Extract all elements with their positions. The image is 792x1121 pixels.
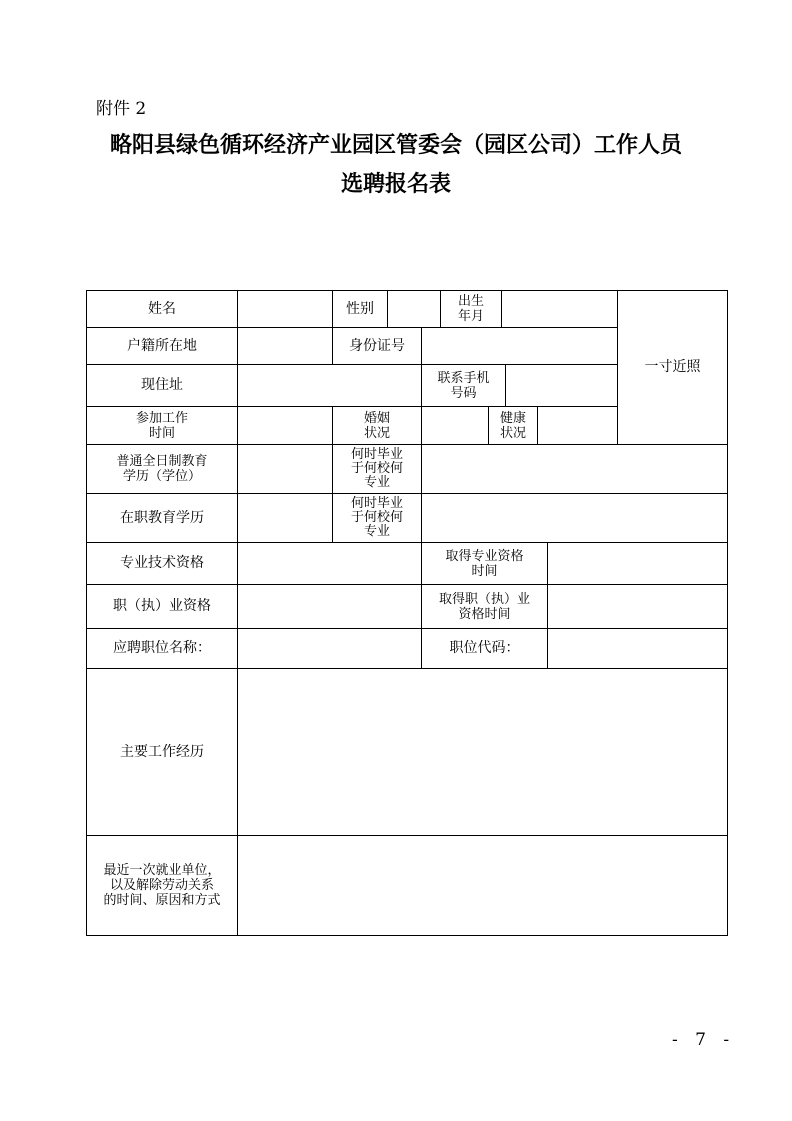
position-name-field[interactable] [237,628,422,669]
birth-field[interactable] [501,290,618,328]
photo-box: 一寸近照 [617,290,728,445]
address-field[interactable] [237,364,422,407]
work-experience-field[interactable] [237,668,728,836]
inservice-edu-label: 在职教育学历 [86,493,238,543]
gender-label: 性别 [332,290,388,328]
hukou-label: 户籍所在地 [86,327,238,365]
tech-qual-time-field[interactable] [547,542,728,585]
work-start-label: 参加工作 时间 [86,406,238,445]
work-start-field[interactable] [237,406,333,445]
hukou-field[interactable] [237,327,333,365]
fulltime-grad-label: 何时毕业 于何校何 专业 [332,444,422,494]
last-employer-label: 最近一次就业单位， 以及解除劳动关系 的时间、原因和方式 [86,835,238,936]
attachment-label: 附件 2 [96,99,147,119]
page-number: - 7 - [672,1030,736,1050]
work-experience-label: 主要工作经历 [86,668,238,836]
name-field[interactable] [237,290,333,328]
address-label: 现住址 [86,364,238,407]
id-number-label: 身份证号 [332,327,422,365]
fulltime-edu-label: 普通全日制教育 学历（学位） [86,444,238,494]
fulltime-edu-field[interactable] [237,444,333,494]
marital-field[interactable] [421,406,489,445]
fulltime-grad-field[interactable] [421,444,728,494]
marital-label: 婚姻 状况 [332,406,422,445]
position-code-field[interactable] [547,628,728,669]
form-title: 略阳县绿色循环经济产业园区管委会（园区公司）工作人员 [109,133,682,158]
phone-field[interactable] [505,364,618,407]
vocational-qual-label: 职（执）业资格 [86,584,238,629]
tech-qual-field[interactable] [237,542,422,585]
gender-field[interactable] [387,290,441,328]
position-name-label: 应聘职位名称： [86,628,238,669]
id-number-field[interactable] [421,327,618,365]
tech-qual-label: 专业技术资格 [86,542,238,585]
inservice-grad-label: 何时毕业 于何校何 专业 [332,493,422,543]
birth-label: 出生 年月 [440,290,502,328]
phone-label: 联系手机 号码 [421,364,506,407]
position-code-label: 职位代码： [421,628,548,669]
form-subtitle: 选聘报名表 [340,172,451,197]
last-employer-field[interactable] [237,835,728,936]
health-label: 健康 状况 [488,406,538,445]
vocational-qual-time-field[interactable] [547,584,728,629]
health-field[interactable] [537,406,618,445]
vocational-qual-time-label: 取得职（执）业 资格时间 [421,584,548,629]
inservice-edu-field[interactable] [237,493,333,543]
name-label: 姓名 [86,290,238,328]
tech-qual-time-label: 取得专业资格 时间 [421,542,548,585]
vocational-qual-field[interactable] [237,584,422,629]
inservice-grad-field[interactable] [421,493,728,543]
